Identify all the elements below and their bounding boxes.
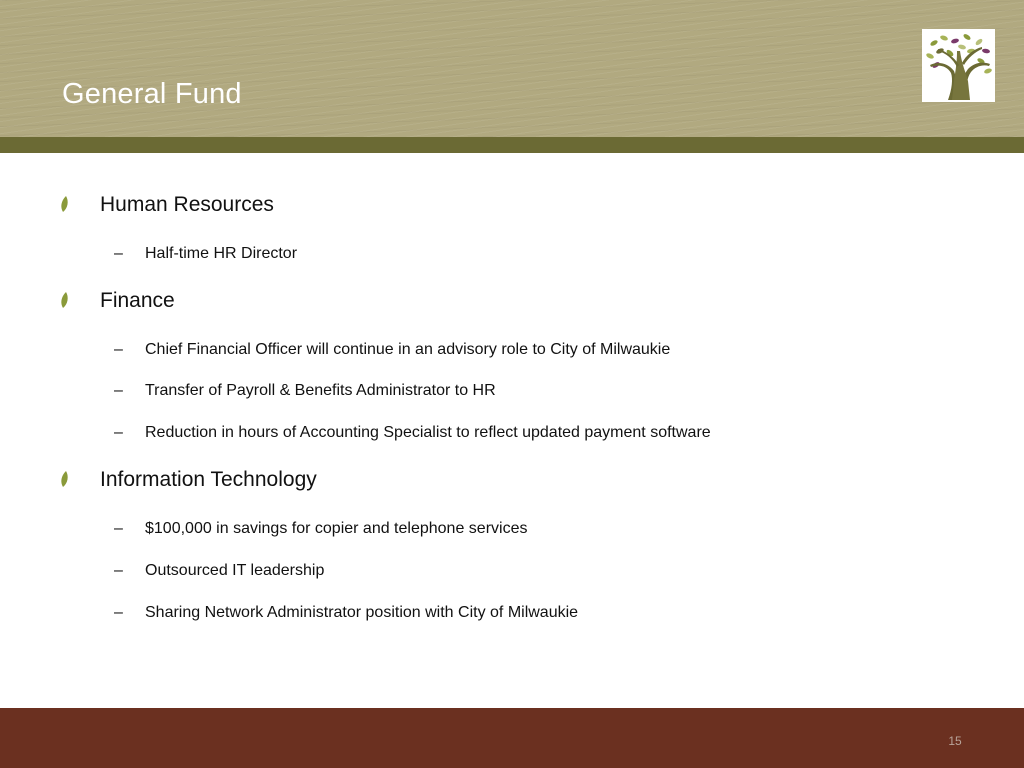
bullet-heading: Information Technology [100, 468, 317, 491]
dash-marker: – [114, 562, 123, 579]
sub-bullet-item [0, 424, 1024, 448]
page-number: 15 [948, 734, 962, 748]
tree-logo-icon [922, 29, 995, 102]
leaf-bullet-icon [60, 471, 69, 487]
bullet-item [0, 193, 1024, 223]
dash-marker: – [114, 341, 123, 358]
slide-footer [0, 708, 1024, 768]
slide-title: General Fund [62, 78, 242, 110]
leaf-bullet-icon [60, 196, 69, 212]
sub-bullet-text: Chief Financial Officer will continue in an advisory role to City of Milwaukie [145, 341, 671, 358]
sub-bullet-text: Outsourced IT leadership [145, 562, 325, 579]
sub-bullet-text: Sharing Network Administrator position with City of Milwaukie [145, 604, 579, 621]
header-accent-band [0, 137, 1024, 153]
sub-bullet-text: Half-time HR Director [145, 245, 298, 262]
sub-bullet-item [0, 245, 1024, 269]
bullet-heading: Finance [100, 289, 175, 312]
bullet-heading: Human Resources [100, 193, 274, 216]
dash-marker: – [114, 382, 123, 399]
sub-bullet-text: Reduction in hours of Accounting Specialist to reflect updated payment software [145, 424, 711, 441]
dash-marker: – [114, 604, 123, 621]
bullet-item [0, 468, 1024, 498]
dash-marker: – [114, 245, 123, 262]
dash-marker: – [114, 424, 123, 441]
leaf-bullet-icon [60, 292, 69, 308]
slide-header [0, 0, 1024, 137]
dash-marker: – [114, 520, 123, 537]
bullet-item [0, 289, 1024, 319]
sub-bullet-text: $100,000 in savings for copier and telephone services [145, 520, 528, 537]
sub-bullet-item [0, 341, 1024, 365]
sub-bullet-item [0, 562, 1024, 586]
sub-bullet-item [0, 382, 1024, 406]
tree-logo-graphic [924, 31, 993, 100]
sub-bullet-item [0, 604, 1024, 628]
sub-bullet-text: Transfer of Payroll & Benefits Administrator to HR [145, 382, 496, 399]
sub-bullet-item [0, 520, 1024, 544]
